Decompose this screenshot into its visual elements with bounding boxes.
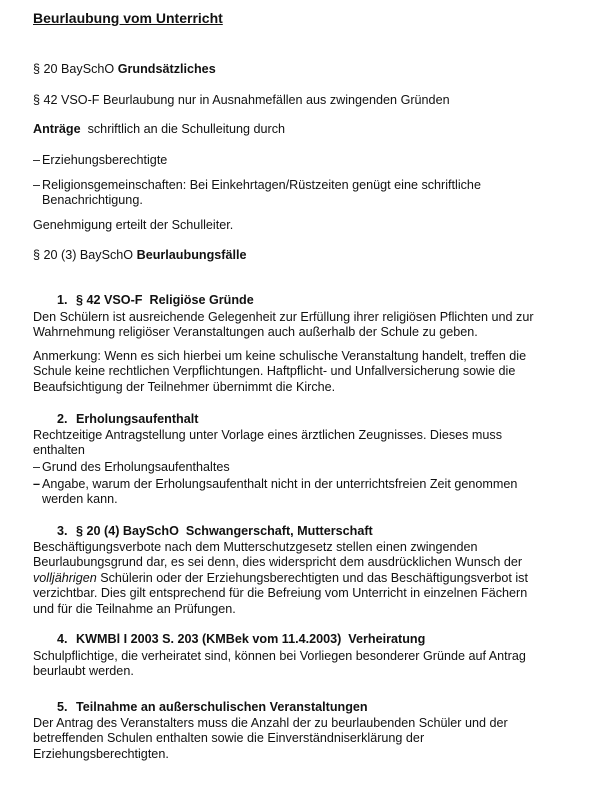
- case-paragraph: [33, 540, 568, 617]
- list-item: [33, 477, 563, 508]
- case-heading: [57, 632, 425, 647]
- list-item: [33, 178, 563, 209]
- case-paragraph: [33, 428, 568, 459]
- paragraph-line: Den Schülern ist ausreichende Gelegenheit zur Erfüllung ihrer religiösen Pflichten und zur: [33, 310, 534, 324]
- dash-bullet: –: [33, 477, 41, 491]
- paragraph-line: verzichtbar. Dies gilt entsprechend für die Befreiung vom Unterricht in einzelnen Fächern: [33, 586, 528, 601]
- case-note: [33, 349, 568, 395]
- document-title: Beurlaubung vom Unterricht: [33, 10, 223, 26]
- paragraph-line: Schule keine rechtlichen Verpflichtungen. Haftpflicht- und Unfallversicherung sowie die: [33, 364, 516, 379]
- paragraph-line: [33, 571, 568, 586]
- case-title: § 20 (4) BaySchO Schwangerschaft, Mutterschaft: [76, 524, 373, 538]
- paragraph-line: Der Antrag des Veranstalters muss die Anzahl der zu beurlaubenden Schüler und der: [33, 716, 508, 730]
- paragraph-line: betreffenden Schulen enthalten sowie die Einverständniserklärung der: [33, 731, 425, 746]
- applications-line: [33, 122, 285, 137]
- case-heading: [57, 524, 373, 539]
- case-title: Teilnahme an außerschulischen Veranstaltungen: [76, 700, 368, 714]
- case-title: KWMBl I 2003 S. 203 (KMBek vom 11.4.2003) Verheiratung: [76, 632, 426, 646]
- case-heading: [57, 293, 254, 308]
- dash-bullet: –: [33, 460, 41, 474]
- list-item-text: Grund des Erholungsaufenthaltes: [42, 460, 230, 474]
- rule-ref: § 42 VSO-F: [33, 93, 103, 107]
- list-item-continuation: Benachrichtigung.: [42, 193, 143, 208]
- applications-label: Anträge: [33, 122, 81, 136]
- case-title: § 42 VSO-F Religiöse Gründe: [76, 293, 254, 307]
- rule-topic: Grundsätzliches: [117, 62, 216, 76]
- case-paragraph: [33, 716, 568, 762]
- case-number: 1.: [57, 293, 68, 307]
- paragraph-line: Wahrnehmung religiöser Veranstaltungen auch außerhalb der Schule zu geben.: [33, 325, 478, 340]
- case-heading: [57, 412, 198, 427]
- paragraph-line: Anmerkung: Wenn es sich hierbei um keine schulische Veranstaltung handelt, treffen die: [33, 349, 527, 363]
- paragraph-line: Beschäftigungsverbote nach dem Mutterschutzgesetz stellen einen zwingenden: [33, 540, 478, 554]
- case-paragraph: [33, 310, 568, 341]
- applications-text: schriftlich an die Schulleitung durch: [80, 122, 286, 136]
- list-item: [33, 153, 563, 168]
- section-title: Beurlaubungsfälle: [136, 248, 247, 262]
- rule-text: Beurlaubung nur in Ausnahmefällen aus zwingenden Gründen: [103, 93, 450, 107]
- case-number: 3.: [57, 524, 68, 538]
- paragraph-line: und für die Teilnahme an Prüfungen.: [33, 601, 236, 616]
- emphasis-text: volljährigen: [33, 570, 97, 585]
- section-ref: § 20 (3) BaySchO: [33, 248, 137, 262]
- case-number: 2.: [57, 412, 68, 426]
- list-item: [33, 460, 563, 475]
- dash-bullet: –: [33, 153, 41, 167]
- rule-ref: § 20 BaySchO: [33, 62, 118, 76]
- list-item-text: Angabe, warum der Erholungsaufenthalt nicht in der unterrichtsfreien Zeit genommen: [42, 477, 518, 491]
- list-item-text: Erziehungsberechtigte: [42, 153, 168, 167]
- paragraph-line: Rechtzeitige Antragstellung unter Vorlage eines ärztlichen Zeugnisses. Dieses muss: [33, 428, 503, 442]
- rule-baysch-o-20: [33, 62, 216, 77]
- case-number: 4.: [57, 632, 68, 646]
- paragraph-line: Beurlaubungsgrund dar, es sei denn, dies widerspricht dem ausdrücklichen Wunsch der: [33, 555, 523, 570]
- case-number: 5.: [57, 700, 68, 714]
- approval-text: Genehmigung erteilt der Schulleiter.: [33, 218, 234, 232]
- paragraph-line: beurlaubt werden.: [33, 664, 134, 679]
- section-heading: [33, 248, 246, 263]
- paragraph-line: Beaufsichtigung der Teilnehmer übernimmt die Kirche.: [33, 379, 336, 394]
- case-heading: [57, 700, 368, 715]
- case-paragraph: [33, 649, 568, 680]
- dash-bullet: –: [33, 178, 41, 192]
- paragraph-text: Schülerin oder der Erziehungsberechtigten und das Beschäftigungsverbot ist: [96, 570, 528, 585]
- paragraph-line: enthalten: [33, 443, 85, 458]
- case-title: Erholungsaufenthalt: [76, 412, 199, 426]
- list-item-text: Religionsgemeinschaften: Bei Einkehrtagen/Rüstzeiten genügt eine schriftliche: [42, 178, 481, 192]
- paragraph-line: Schulpflichtige, die verheiratet sind, können bei Vorliegen besonderer Gründe auf Antrag: [33, 649, 526, 663]
- paragraph-line: Erziehungsberechtigten.: [33, 746, 169, 761]
- list-item-continuation: werden kann.: [42, 492, 118, 507]
- rule-vso-f-42: [33, 93, 450, 108]
